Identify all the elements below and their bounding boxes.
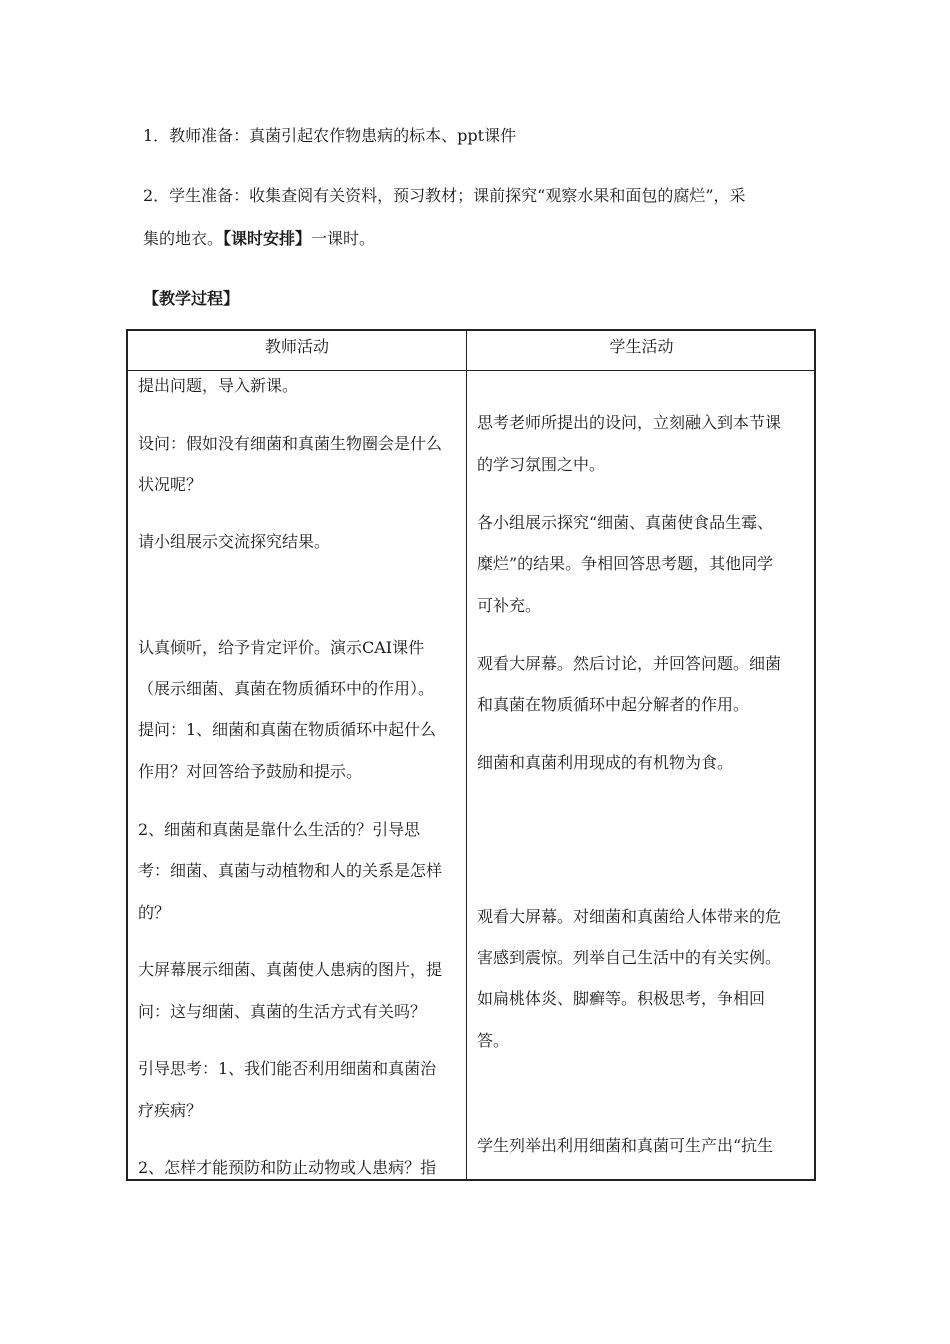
header-student-activity: 学生活动 — [609, 337, 674, 356]
teacher-line: 引导思考：1、我们能否利用细菌和真菌治 — [138, 1059, 437, 1078]
student-preparation-tail: 集的地衣。 — [143, 229, 224, 248]
teacher-line: （展示细菌、真菌在物质循环中的作用）。 — [138, 679, 435, 698]
student-line: 细菌和真菌利用现成的有机物为食。 — [477, 753, 734, 772]
teaching-process-table — [126, 329, 816, 1181]
teacher-line: 问：这与细菌、真菌的生活方式有关吗？ — [138, 1002, 427, 1021]
header-teacher-activity: 教师活动 — [264, 337, 329, 356]
teacher-line: 提问：1、细菌和真菌在物质循环中起什么 — [138, 720, 437, 739]
student-preparation-line1: 2．学生准备：收集查阅有关资料，预习教材；课前探究“观察水果和面包的腐烂”，采 — [143, 186, 746, 205]
student-line: 可补充。 — [477, 596, 542, 615]
student-line: 和真菌在物质循环中起分解者的作用。 — [477, 695, 750, 714]
header-divider — [128, 370, 814, 371]
teaching-process-heading: 【教学过程】 — [143, 289, 240, 308]
student-line: 各小组展示探究“细菌、真菌使食品生霉、 — [477, 513, 774, 532]
student-line: 糜烂”的结果。争相回答思考题，其他同学 — [477, 554, 774, 573]
teacher-line: 提出问题，导入新课。 — [138, 376, 299, 395]
teacher-line: 的？ — [138, 903, 171, 922]
schedule-label: 【课时安排】 — [223, 229, 312, 248]
teacher-line: 状况呢？ — [138, 475, 203, 494]
student-preparation-line2 — [143, 229, 375, 249]
column-divider — [466, 331, 467, 1179]
teacher-line: 请小组展示交流探究结果。 — [138, 532, 331, 551]
student-line: 的学习氛围之中。 — [477, 455, 606, 474]
teacher-line: 2、细菌和真菌是靠什么生活的？引导思 — [138, 820, 421, 839]
student-line: 观看大屏幕。对细菌和真菌给人体带来的危 — [477, 907, 782, 926]
teacher-preparation: 1．教师准备：真菌引起农作物患病的标本、ppt课件 — [143, 126, 517, 145]
student-line: 思考老师所提出的设问，立刻融入到本节课 — [477, 413, 782, 432]
student-line: 如扁桃体炎、脚癣等。积极思考，争相回 — [477, 989, 766, 1008]
student-line: 观看大屏幕。然后讨论，并回答问题。细菌 — [477, 654, 782, 673]
teacher-line: 2、怎样才能预防和防止动物或人患病？指 — [138, 1158, 437, 1177]
teacher-line: 设问：假如没有细菌和真菌生物圈会是什么 — [138, 434, 443, 453]
teacher-line: 考：细菌、真菌与动植物和人的关系是怎样 — [138, 861, 443, 880]
teacher-line: 大屏幕展示细菌、真菌使人患病的图片，提 — [138, 960, 443, 979]
student-line: 学生列举出利用细菌和真菌可生产出“抗生 — [477, 1136, 774, 1155]
teacher-line: 认真倾听，给予肯定评价。演示CAI课件 — [138, 638, 425, 657]
student-line: 害感到震惊。列举自己生活中的有关实例。 — [477, 948, 782, 967]
student-line: 答。 — [477, 1031, 510, 1050]
teacher-line: 作用？对回答给予鼓励和提示。 — [138, 762, 363, 781]
schedule-value: 一课时。 — [311, 229, 376, 248]
teacher-line: 疗疾病？ — [138, 1101, 203, 1120]
